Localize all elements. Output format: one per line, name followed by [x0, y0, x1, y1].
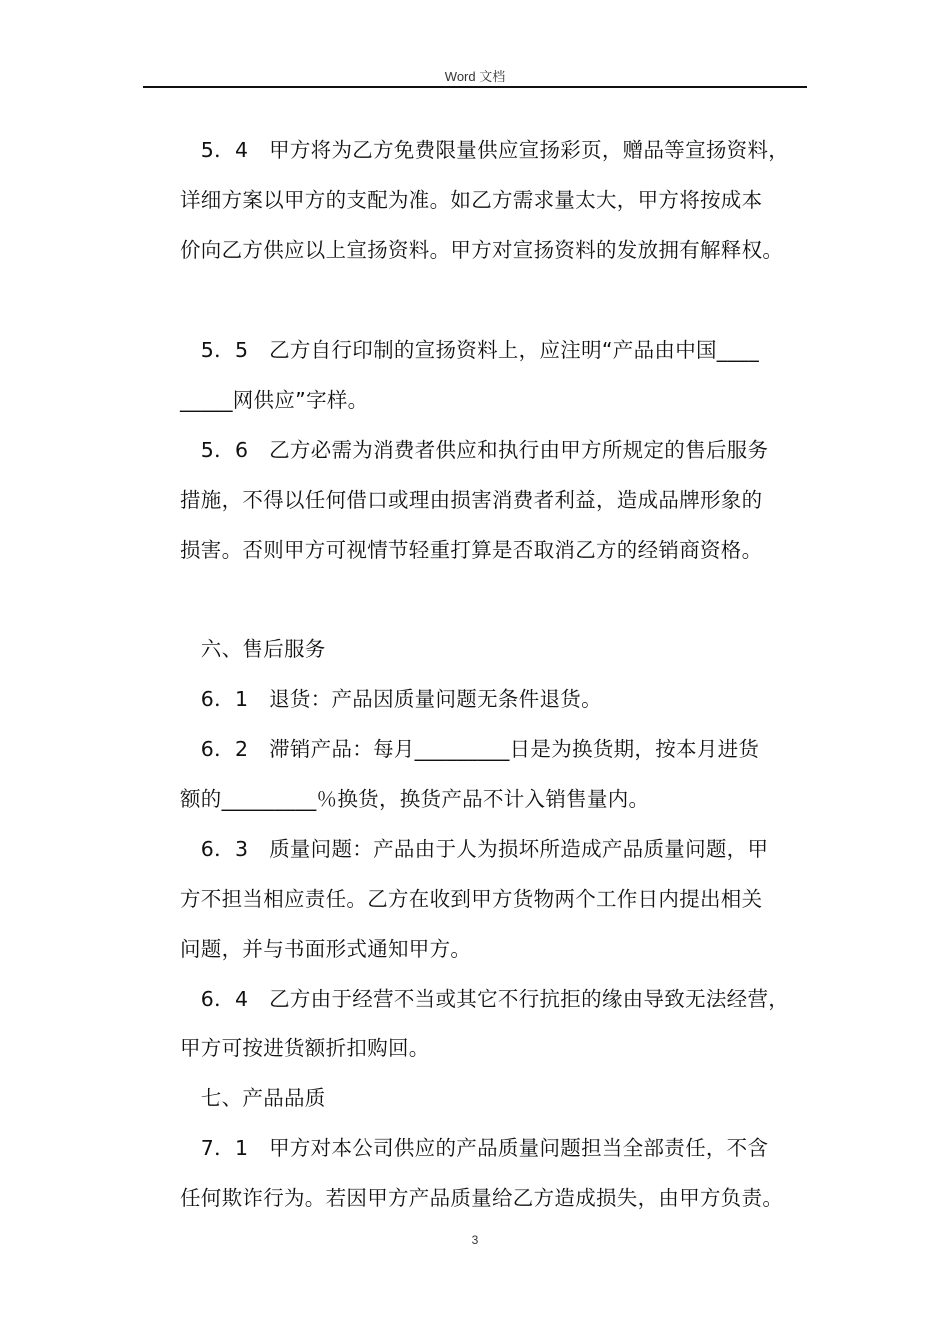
clause-5-6-line-3: 损害。否则甲方可视情节轻重打算是否取消乙方的经销商资格。: [180, 538, 763, 562]
clause-5-4-line-1: 5．4 甲方将为乙方免费限量供应宣扬彩页，赠品等宣扬资料，: [180, 138, 790, 162]
clause-5-6-line-1: 5．6 乙方必需为消费者供应和执行由甲方所规定的售后服务: [180, 438, 769, 462]
clause-6-3-line-3: 问题，并与书面形式通知甲方。: [180, 937, 472, 961]
clause-6-2-line-1: 6．2 滞销产品：每月_________日是为换货期，按本月进货: [180, 737, 760, 761]
clause-7-1-line-2: 任何欺诈行为。若因甲方产品质量给乙方造成损失，由甲方负责。: [180, 1186, 784, 1210]
page-number: 3: [471, 1233, 479, 1247]
clause-5-6-line-2: 措施，不得以任何借口或理由损害消费者利益，造成品牌形象的: [180, 488, 763, 512]
clause-6-3-line-2: 方不担当相应责任。乙方在收到甲方货物两个工作日内提出相关: [180, 887, 763, 911]
clause-6-2-line-2: 额的_________％换货，换货产品不计入销售量内。: [180, 787, 650, 811]
clause-6-3-line-1: 6．3 质量问题：产品由于人为损坏所造成产品质量问题，甲: [180, 837, 769, 861]
clause-6-1-line-1: 6．1 退货：产品因质量问题无条件退货。: [180, 687, 602, 711]
clause-5-4-line-3: 价向乙方供应以上宣扬资料。甲方对宣扬资料的发放拥有解释权。: [180, 238, 784, 262]
clause-6-4-line-1: 6．4 乙方由于经营不当或其它不行抗拒的缘由导致无法经营，: [180, 987, 790, 1011]
clause-5-4-line-2: 详细方案以甲方的支配为准。如乙方需求量太大，甲方将按成本: [180, 188, 763, 212]
section-6-heading: 六、售后服务: [180, 637, 326, 661]
clause-5-5-line-1: 5．5 乙方自行印制的宣扬资料上，应注明“产品由中国____: [180, 338, 760, 362]
page-header: Word 文档: [444, 69, 506, 84]
clause-7-1-line-1: 7．1 甲方对本公司供应的产品质量问题担当全部责任，不含: [180, 1136, 769, 1160]
header-divider: [143, 86, 807, 88]
clause-5-5-line-2: _____网供应”字样。: [180, 388, 369, 412]
section-7-heading: 七、产品品质: [180, 1086, 326, 1110]
clause-6-4-line-2: 甲方可按进货额折扣购回。: [180, 1036, 430, 1060]
